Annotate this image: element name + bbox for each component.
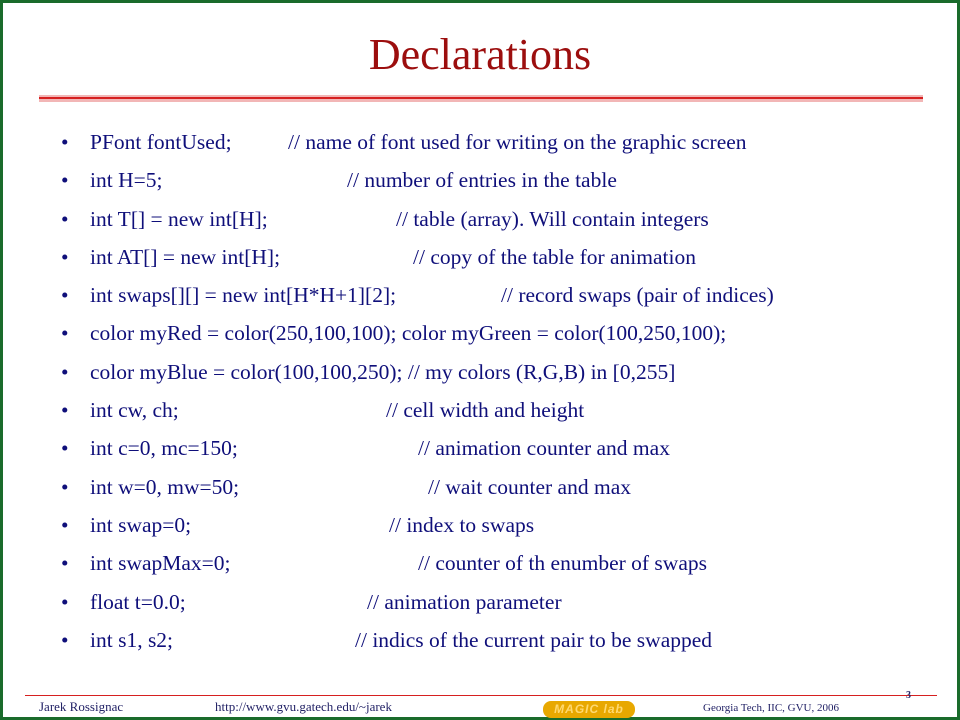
bullet-dot-icon: •: [61, 627, 69, 652]
bullet-item: [3, 353, 957, 391]
bullet-item: [3, 161, 957, 199]
bullet-item: [3, 621, 957, 659]
magic-lab-logo: MAGIC lab: [543, 701, 635, 718]
bullet-code: float t=0.0;: [90, 589, 186, 614]
bullet-dot-icon: •: [61, 512, 69, 537]
bullet-item: [3, 429, 957, 467]
bullet-dot-icon: •: [61, 436, 69, 461]
bullet-dot-icon: •: [61, 244, 69, 269]
bullet-code: int swap=0;: [90, 512, 192, 537]
bullet-comment: // counter of th enumber of swaps: [418, 551, 707, 576]
bullet-comment: // animation parameter: [367, 589, 562, 614]
bullet-code: int AT[] = new int[H];: [90, 244, 281, 269]
bullet-dot-icon: •: [61, 321, 69, 346]
bullet-item: [3, 276, 957, 314]
bullet-item: [3, 314, 957, 352]
bullet-item: [3, 544, 957, 582]
bullet-code: color myBlue = color(100,100,250); // my colors (R,G,B) in [0,255]: [90, 359, 676, 384]
bullet-comment: // wait counter and max: [428, 474, 631, 499]
bullet-comment: // indics of the current pair to be swapped: [355, 627, 713, 652]
bullet-comment: // cell width and height: [386, 398, 585, 423]
footer-organization: Georgia Tech, IIC, GVU, 2006: [703, 702, 839, 714]
bullet-code: color myRed = color(250,100,100); color myGreen = color(100,250,100);: [90, 321, 727, 346]
footer-url[interactable]: http://www.gvu.gatech.edu/~jarek: [215, 699, 392, 714]
bullet-item: [3, 506, 957, 544]
bullet-dot-icon: •: [61, 551, 69, 576]
bullet-item: [3, 583, 957, 621]
bullet-comment: // name of font used for writing on the graphic screen: [288, 130, 747, 154]
footer-author: Jarek Rossignac: [39, 699, 124, 714]
bullet-item: [3, 123, 957, 161]
title-divider: [39, 95, 923, 102]
bullet-dot-icon: •: [61, 206, 69, 231]
bullet-comment: // record swaps (pair of indices): [501, 283, 774, 308]
bullet-comment: // copy of the table for animation: [413, 244, 696, 269]
bullet-code: PFont fontUsed;: [90, 130, 232, 154]
bullet-item: [3, 468, 957, 506]
slide-title: Declarations: [368, 30, 592, 79]
bullet-dot-icon: •: [61, 168, 69, 193]
bullet-comment: // index to swaps: [389, 512, 535, 537]
footer-divider: [25, 695, 937, 696]
bullet-comment: // table (array). Will contain integers: [396, 206, 709, 231]
bullet-dot-icon: •: [61, 589, 69, 614]
bullet-dot-icon: •: [61, 398, 69, 423]
bullet-code: int cw, ch;: [90, 398, 179, 423]
bullet-code: int T[] = new int[H];: [90, 206, 268, 231]
bullet-dot-icon: •: [61, 359, 69, 384]
bullet-code: int w=0, mw=50;: [90, 474, 240, 499]
bullet-code: int s1, s2;: [90, 627, 174, 652]
bullet-item: [3, 238, 957, 276]
bullet-code: int c=0, mc=150;: [90, 436, 238, 461]
bullet-comment: // animation counter and max: [418, 436, 670, 461]
bullet-code: int H=5;: [90, 168, 163, 193]
bullet-list: [3, 123, 957, 659]
bullet-dot-icon: •: [61, 283, 69, 308]
bullet-dot-icon: •: [61, 474, 69, 499]
bullet-comment: // number of entries in the table: [347, 168, 617, 193]
bullet-item: [3, 391, 957, 429]
bullet-code: int swaps[][] = new int[H*H+1][2];: [90, 283, 397, 308]
page-number: 3: [906, 690, 911, 701]
bullet-item: [3, 200, 957, 238]
bullet-dot-icon: •: [61, 130, 69, 154]
bullet-code: int swapMax=0;: [90, 551, 231, 576]
